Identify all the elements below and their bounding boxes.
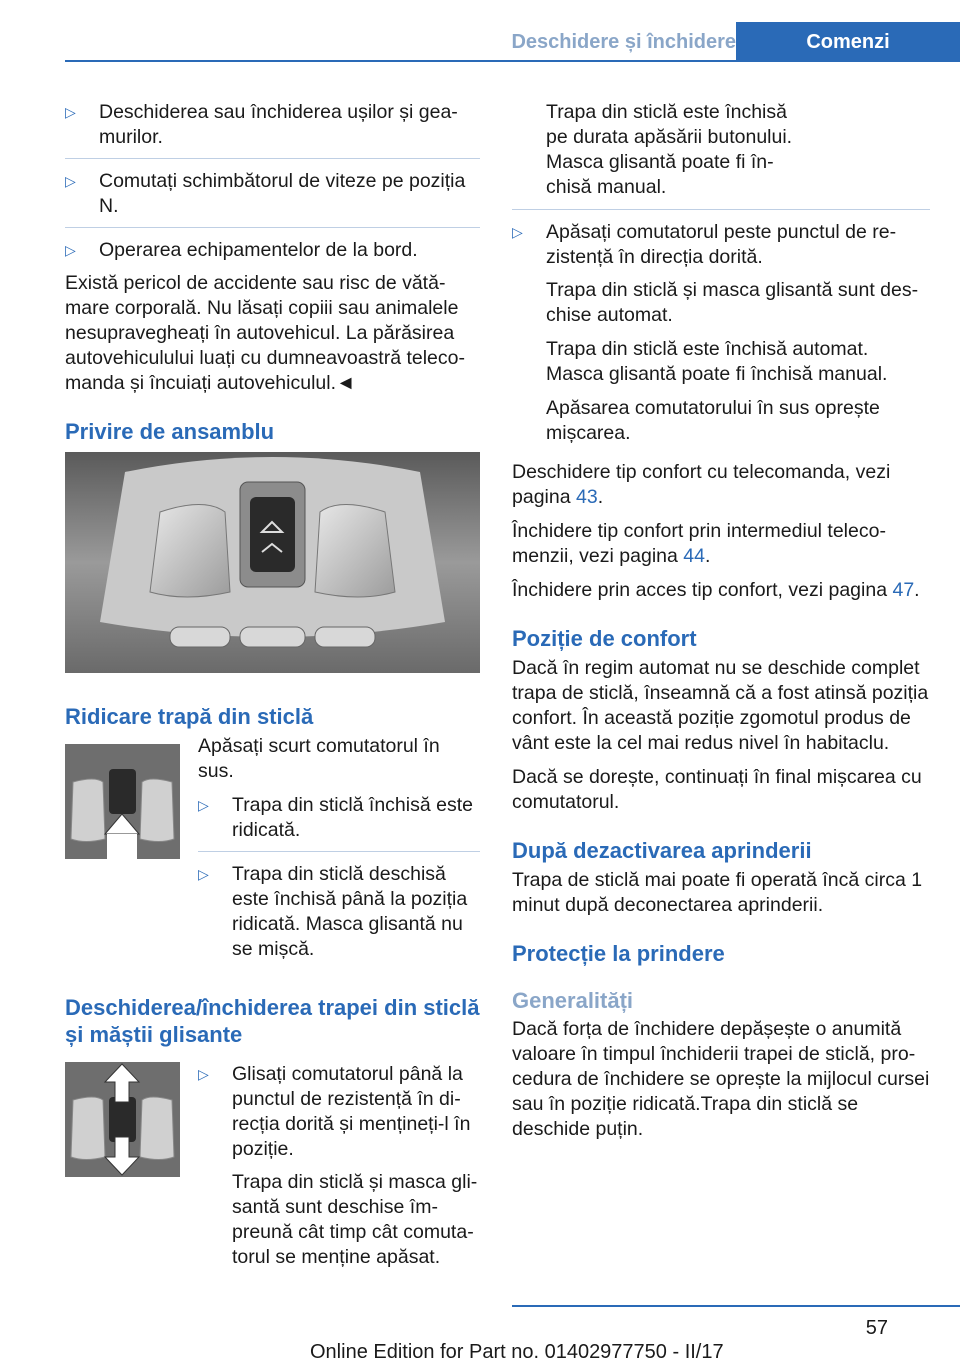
- page-link-44[interactable]: 44: [683, 545, 705, 567]
- triangle-bullet-icon: ▷: [65, 242, 76, 258]
- section-tab[interactable]: Deschidere și închidere: [511, 31, 736, 53]
- list-item: ▷ Deschiderea sau închiderea ușilor și geamurilor.: [65, 101, 458, 148]
- triangle-bullet-icon: ▷: [512, 224, 523, 240]
- triangle-bullet-icon: ▷: [65, 104, 76, 120]
- triangle-bullet-icon: ▷: [198, 866, 209, 882]
- page-link-47[interactable]: 47: [892, 579, 915, 601]
- heading-open-close: Deschiderea/închiderea trapei din sticlă și măștii glisante: [65, 995, 480, 1047]
- overhead-console-photo: [65, 452, 480, 673]
- heading-overview: Privire de ansamblu: [65, 419, 275, 444]
- heading-comfort: Poziție de confort: [512, 626, 697, 651]
- heading-after-ignition: După dezactivarea aprinderii: [512, 838, 812, 863]
- list-item: ▷ Comutați schimbătorul de viteze pe poziția N.: [65, 170, 466, 217]
- lift-text: Apăsați scurt comutatorul în sus.: [198, 735, 440, 782]
- warning-text: Există pericol de accidente sau risc de vătămare corporală. Nu lăsați copiii sau animalele nesupravegheați în autovehicul. La părăsirea autovehiculului luați cu dumneavoastră telecomanda și încuiați autovehiculul.◄: [65, 272, 465, 394]
- divider: [65, 158, 480, 159]
- page-link-43[interactable]: 43: [575, 486, 598, 508]
- open-close-section: [65, 1062, 480, 1279]
- active-tab[interactable]: Comenzi: [736, 22, 960, 62]
- reference-1: Deschidere tip confort cu telecomanda, vezi pagina 43.: [512, 461, 891, 508]
- page-number: 57: [865, 1317, 888, 1339]
- open-close-text: Trapa din sticlă și masca glisantă sunt deschise împreună cât timp cât comutatorul se menține apăsat.: [232, 1171, 478, 1268]
- list-item: ▷ Operarea echipamentelor de la bord.: [65, 239, 418, 261]
- left-column: [65, 100, 480, 1279]
- list-item: ▷ Glisați comutatorul până la punctul de rezistență în direcția dorită și mențineți-l în poziție.: [198, 1063, 471, 1160]
- after-ignition-text: Trapa de sticlă mai poate fi operată încă circa 1 minut după deconectarea aprinderii.: [512, 869, 923, 916]
- header-rule: [65, 60, 960, 62]
- heading-lift: Ridicare trapă din sticlă: [65, 704, 314, 729]
- comfort-text-2: Dacă se dorește, continuați în final mișcarea cu comutatorul.: [512, 766, 922, 813]
- bullet-paragraph: Apăsarea comutatorului în sus oprește mișcarea.: [546, 397, 880, 444]
- footer-rule: [512, 1305, 960, 1307]
- divider: [65, 227, 480, 228]
- continued-text: Trapa din sticlă este închisă pe durata apăsării butonului. Masca glisantă poate fi închisă manual.: [546, 101, 793, 198]
- reference-3: Închidere prin acces tip confort, vezi pagina 47.: [512, 579, 920, 601]
- edition-text: Online Edition for Part no. 01402977750 - II/17: [310, 1341, 724, 1363]
- list-item: ▷ Apăsați comutatorul peste punctul de rezistență în direcția dorită.: [512, 221, 897, 268]
- triangle-bullet-icon: ▷: [198, 1066, 209, 1082]
- triangle-bullet-icon: ▷: [65, 173, 76, 189]
- reference-2: Închidere tip confort prin intermediul telecomenzii, vezi pagina 44.: [512, 520, 886, 567]
- list-item: ▷ Trapa din sticlă închisă este ridicată.: [198, 794, 473, 841]
- bullet-paragraph: Trapa din sticlă este închisă automat. Masca glisantă poate fi închisă manual.: [546, 338, 888, 385]
- general-text: Dacă forța de închidere depășește o anumită valoare în timpul închiderii trapei de sticlă, procedura de închidere se oprește la mijlocul cursei sau în poziție ridicată.Trapa din sticlă se deschide puțin.: [512, 1018, 930, 1140]
- divider: [512, 209, 930, 210]
- right-column: [512, 100, 930, 1151]
- triangle-bullet-icon: ▷: [198, 797, 209, 813]
- divider: [198, 851, 480, 852]
- switch-slide-diagram: [65, 1062, 180, 1177]
- page-header: [0, 0, 960, 62]
- list-item: ▷ Trapa din sticlă deschisă este închisă până la poziția ridicată. Masca glisantă nu se mișcă.: [198, 863, 468, 960]
- comfort-text: Dacă în regim automat nu se deschide complet trapa de sticlă, înseamnă că a fost atinsă poziția confort. În această poziție zgomotul produs de vânt este la cel mai redus nivel în habitaclu.: [512, 657, 929, 754]
- bullet-paragraph: Trapa din sticlă și masca glisantă sunt deschise automat.: [546, 279, 919, 326]
- heading-protection: Protecție la prindere: [512, 941, 725, 966]
- lift-section: [65, 734, 480, 970]
- switch-up-diagram: [65, 744, 180, 859]
- heading-general: Generalități: [512, 988, 634, 1013]
